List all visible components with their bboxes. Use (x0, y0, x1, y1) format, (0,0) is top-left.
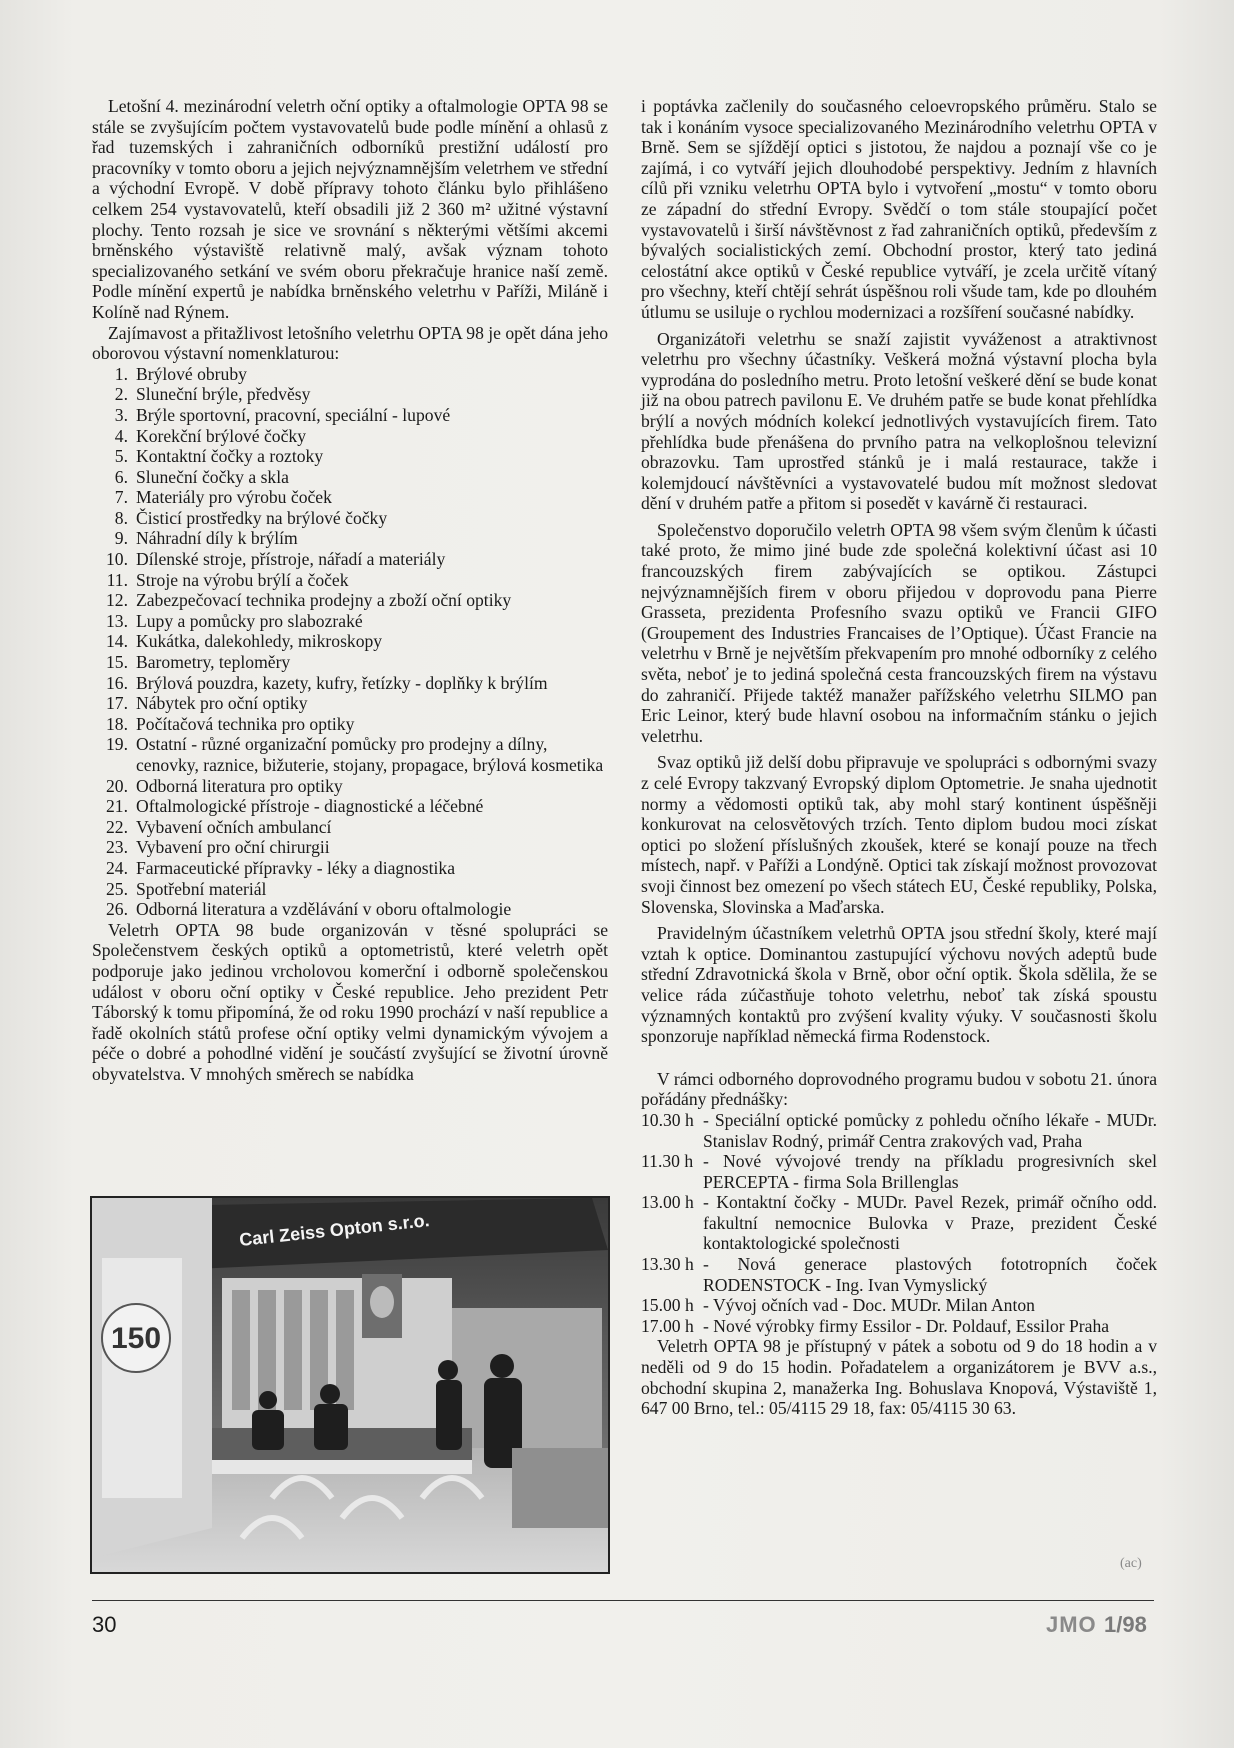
nomenclature-number: 6. (114, 466, 128, 487)
page-number: 30 (92, 1612, 117, 1637)
lecture-time: 15.00 h (641, 1295, 694, 1316)
nomenclature-text: Lupy a pomůcky pro slabozraké (136, 610, 363, 631)
lecture-time: 10.30 h (641, 1109, 694, 1130)
nomenclature-intro: Zajímavost a přitažlivost letošního veletrhu OPTA 98 je opět dána jeho oborovou výstavní nomenklaturou: (92, 322, 608, 364)
lecture-text: - Nové výrobky firmy Essilor - Dr. Poldauf, Essilor Praha (703, 1315, 1110, 1336)
lecture-text: - Nová generace plastových fototropních čoček RODENSTOCK - Ing. Ivan Vymyslický (703, 1254, 1157, 1295)
nomenclature-number: 14. (106, 631, 128, 652)
nomenclature-number: 20. (106, 775, 128, 796)
nomenclature-number: 10. (106, 549, 128, 570)
nomenclature-text: Spotřební materiál (136, 878, 267, 899)
lecture-item (641, 1151, 1157, 1192)
lecture-text: - Kontaktní čočky - MUDr. Pavel Rezek, primář očního odd. fakultní nemocnice Bulovka v Praze, prezident České kontaktologické společnosti (703, 1192, 1157, 1254)
nomenclature-number: 11. (106, 569, 128, 590)
nomenclature-item (92, 817, 608, 838)
nomenclature-item (92, 652, 608, 673)
lecture-time: 13.00 h (641, 1192, 694, 1213)
nomenclature-text: Barometry, teploměry (136, 652, 291, 673)
nomenclature-item (92, 508, 608, 529)
nomenclature-text: Vybavení očních ambulancí (136, 816, 332, 837)
nomenclature-number: 9. (114, 528, 128, 549)
nomenclature-item (92, 714, 608, 735)
nomenclature-text: Farmaceutické přípravky - léky a diagnostika (136, 857, 456, 878)
nomenclature-item (92, 549, 608, 570)
nomenclature-item (92, 487, 608, 508)
lecture-item (641, 1295, 1157, 1316)
nomenclature-text: Vybavení pro oční chirurgii (136, 837, 330, 858)
nomenclature-number: 26. (106, 899, 128, 920)
nomenclature-text: Čisticí prostředky na brýlové čočky (136, 507, 388, 528)
nomenclature-item (92, 364, 608, 385)
nomenclature-item (92, 528, 608, 549)
nomenclature-text: Počítačová technika pro optiky (136, 713, 355, 734)
left-column (92, 96, 608, 1085)
nomenclature-item (92, 899, 608, 920)
lecture-item (641, 1254, 1157, 1295)
photo-badge: 150 (110, 1322, 162, 1355)
nomenclature-text: Zabezpečovací technika prodejny a zboží oční optiky (136, 590, 512, 611)
nomenclature-number: 17. (106, 693, 128, 714)
nomenclature-number: 16. (106, 672, 128, 693)
lecture-text: - Speciální optické pomůcky z pohledu očního lékaře - MUDr. Stanislav Rodný, primář Centra zrakových vad, Praha (703, 1109, 1157, 1151)
booth-sign: Carl Zeiss Opton s.r.o. (238, 1210, 431, 1250)
paragraph-6: V rámci odborného doprovodného programu budou v sobotu 21. února pořádány přednášky: (641, 1068, 1157, 1110)
nomenclature-number: 18. (106, 713, 128, 734)
nomenclature-number: 15. (106, 652, 128, 673)
author-mark: (ac) (1120, 1556, 1142, 1571)
nomenclature-number: 3. (114, 404, 128, 425)
nomenclature-text: Materiály pro výrobu čoček (136, 487, 332, 508)
nomenclature-text: Brýlová pouzdra, kazety, kufry, řetízky - doplňky k brýlím (136, 672, 548, 693)
nomenclature-item (92, 570, 608, 591)
nomenclature-item (92, 879, 608, 900)
nomenclature-item (92, 446, 608, 467)
paragraph-2: Organizátoři veletrhu se snaží zajistit vyváženost a atraktivnost veletrhu pro všechny účastníky. Veškerá možná výstavní plocha byla vyprodána do posledního metru. Proto letošní veškeré dění se bude konat již na obou patrech pavilonu E. Ve druhém patře se bude konat přehlídka brýlí a nových módních kolekcí jednotlivých vystavujících firem. Tato přehlídka bude přenášena do prvního patra na velkoplošnou televizní obrazovku. Tam uprostřed stánků je i malá restaurace, takže i kolemjdoucí návštěvníci a vystavovatelé budou mít možnost sledovat dění v druhém patře a přitom si posedět v kavárně či restauraci. (641, 328, 1157, 514)
nomenclature-number: 1. (114, 363, 128, 384)
nomenclature-item (92, 384, 608, 405)
nomenclature-text: Sluneční brýle, předvěsy (136, 384, 311, 405)
nomenclature-text: Brýlové obruby (136, 363, 247, 384)
lecture-program (641, 1110, 1157, 1337)
nomenclature-number: 7. (114, 487, 128, 508)
nomenclature-text: Korekční brýlové čočky (136, 425, 307, 446)
cooperation-paragraph: Veletrh OPTA 98 bude organizován v těsné spolupráci se Společenstvem českých optiků a optometristů, které veletrh opět podporuje jako jedinou vrcholovou komerční i odborně společenskou událost v oboru oční optiky v České republice. Jeho prezident Petr Táborský k tomu připomíná, že od roku 1990 prochází v naší republice a řadě okolních států profese oční optiky velmi dynamickým vývojem a péče o dobré a pohodlné vidění je součástí zvyšující se životní úrovně obyvatelstva. V mnohých směrech se nabídka (92, 919, 608, 1084)
lecture-text: - Vývoj očních vad - Doc. MUDr. Milan Anton (703, 1295, 1035, 1316)
lecture-time: 13.30 h (641, 1254, 694, 1275)
nomenclature-text: Sluneční čočky a skla (136, 466, 289, 487)
intro-paragraph: Letošní 4. mezinárodní veletrh oční optiky a oftalmologie OPTA 98 se stále se zvyšujícím počtem vystavovatelů bude podle mínění a ohlasů z řad tuzemských i zahraničních odborníků prestižní událostí pro pracovníky v tomto oboru a jejich nejvýznamnějším veletrhem ve střední a východní Evropě. V době přípravy tohoto článku bylo přihlášeno celkem 254 vystavovatelů, kteří obsadili již 2 360 m² užitné výstavní plochy. Tento rozsah je sice ve srovnání s některými většími akcemi brněnského výstaviště relativně malý, avšak význam tohoto specializovaného setkání ve svém oboru překračuje hranice naší země. Podle mínění expertů je nabídka brněnského veletrhu v Paříži, Miláně i Kolíně nad Rýnem. (92, 96, 608, 322)
nomenclature-item (92, 734, 608, 775)
nomenclature-number: 4. (114, 425, 128, 446)
lecture-time: 11.30 h (641, 1151, 694, 1172)
nomenclature-item (92, 611, 608, 632)
lecture-item (641, 1110, 1157, 1151)
nomenclature-number: 19. (106, 734, 128, 755)
nomenclature-item (92, 631, 608, 652)
nomenclature-number: 25. (106, 878, 128, 899)
nomenclature-item (92, 467, 608, 488)
nomenclature-list (92, 364, 608, 920)
nomenclature-item (92, 673, 608, 694)
magazine-logo: JMO (1046, 1612, 1097, 1637)
paragraph-3: Společenstvo doporučilo veletrh OPTA 98 všem svým členům k účasti také proto, že mimo jiné bude zde společná kolektivní účast asi 10 francouzských firem zabývajících se optikou. Zástupci nejvýznamnějších firem v oboru přijedou v doprovodu pana Pierre Grasseta, prezidenta Profesního svazu optiků ve Francii GIFO (Groupement des Industries Francaises de l’Optique). Účast Francie na veletrhu v Brně je největším překvapením pro mnohé odborníky z celého světa, neboť je to jediná společná cesta francouzských firem na výstavu do zahraničí. Přijede taktéž manažer pařížského veletrhu SILMO pan Eric Leinor, který bude hlavní osobou na informačním stánku o jejich veletrhu. (641, 519, 1157, 746)
nomenclature-item (92, 693, 608, 714)
nomenclature-text: Nábytek pro oční optiky (136, 693, 308, 714)
nomenclature-number: 2. (114, 384, 128, 405)
nomenclature-text: Stroje na výrobu brýlí a čoček (136, 569, 349, 590)
lecture-text: - Nové vývojové trendy na příkladu progresivních skel PERCEPTA - firma Sola Brillenglas (703, 1151, 1157, 1192)
nomenclature-item (92, 796, 608, 817)
issue-number: 1/98 (1104, 1612, 1147, 1637)
lecture-time: 17.00 h (641, 1315, 694, 1336)
nomenclature-text: Brýle sportovní, pracovní, speciální - lupové (136, 404, 451, 425)
nomenclature-item (92, 590, 608, 611)
nomenclature-text: Oftalmologické přístroje - diagnostické a léčebné (136, 796, 484, 817)
nomenclature-text: Odborná literatura a vzdělávání v oboru oftalmologie (136, 899, 512, 920)
nomenclature-text: Ostatní - různé organizační pomůcky pro prodejny a dílny, cenovky, raznice, bižuterie, stojany, propagace, brýlová kosmetika (136, 734, 604, 775)
nomenclature-item (92, 776, 608, 797)
nomenclature-item (92, 405, 608, 426)
nomenclature-number: 24. (106, 857, 128, 878)
paragraph-4: Svaz optiků již delší dobu připravuje ve spolupráci s odbornými svazy z celé Evropy takzvaný Evropský diplom Optometrie. Je snaha ujednotit normy a vědomosti optiků tak, aby mohl starý kontinent úspěšněji konkurovat na celosvětových trzích. Tento diplom budou moci získat optici po složení příslušných zkoušek, které se konají pouze na třech místech, např. v Paříži a Londýně. Optici tak získají možnost provozovat svoji činnost bez omezení po všech státech EU, České republiky, Polska, Slovenska, Slovinska a Maďarska. (641, 752, 1157, 917)
nomenclature-text: Odborná literatura pro optiky (136, 775, 343, 796)
closing-paragraph: Veletrh OPTA 98 je přístupný v pátek a sobotu od 9 do 18 hodin a v neděli od 9 do 15 hodin. Pořadatelem a organizátorem je BVV a.s., obchodní skupina 2, manažerka Ing. Bohuslava Knopová, Výstaviště 1, 647 00 Brno, tel.: 05/4115 29 18, fax: 05/4115 30 63. (641, 1336, 1157, 1419)
nomenclature-number: 8. (114, 507, 128, 528)
nomenclature-number: 12. (106, 590, 128, 611)
right-column (641, 96, 1157, 1419)
paragraph-1: i poptávka začlenily do současného celoevropského průměru. Stalo se tak i konáním vysoce specializovaného Mezinárodního veletrhu OPTA v Brně. Sem se sjíždějí optici s jistotou, že najdou a poznají vše co je zajímá, i co vytváří jejich dlouhodobé perspektivy. Jedním z hlavních cílů při vzniku veletrhu OPTA bylo i vytvoření „mostu“ v tomto oboru ze západní do střední Evropy. Svědčí o tom stále stoupající počet vystavovatelů i širší návštěvnost z řad zahraničních optiků, především z bývalých socialistických zemí. Obchodní prostor, který tato jediná celostátní akce optiků v České republice vytváří, je zcela určitě vítaný pro všechny, kteří chtějí sehrát úspěšnou roli všude tam, kde po dlouhém útlumu se usiluje o rychlou modernizaci a rozšíření současné nabídky. (641, 96, 1157, 322)
nomenclature-item (92, 837, 608, 858)
nomenclature-item (92, 426, 608, 447)
photo-illustration (92, 1198, 608, 1572)
nomenclature-number: 5. (114, 446, 128, 467)
nomenclature-number: 23. (106, 837, 128, 858)
paragraph-5: Pravidelným účastníkem veletrhů OPTA jsou střední školy, které mají vztah k optice. Dominantou zastupující výchovu nových adeptů bude střední Zdravotnická škola v Brně, obor oční optik. Škola sdělila, že se velice ráda zúčastňuje tohoto veletrhu, neboť tak získá spoustu významných kontaktů pro zvýšení kvality výuky. V současnosti školu sponzoruje například německá firma Rodenstock. (641, 923, 1157, 1047)
nomenclature-text: Dílenské stroje, přístroje, nářadí a materiály (136, 549, 446, 570)
nomenclature-text: Kukátka, dalekohledy, mikroskopy (136, 631, 383, 652)
footer-divider (92, 1600, 1154, 1601)
nomenclature-text: Kontaktní čočky a roztoky (136, 446, 324, 467)
nomenclature-item (92, 858, 608, 879)
nomenclature-text: Náhradní díly k brýlím (136, 528, 298, 549)
nomenclature-number: 13. (106, 610, 128, 631)
exhibition-photo (90, 1196, 610, 1574)
nomenclature-number: 22. (106, 816, 128, 837)
nomenclature-number: 21. (106, 796, 128, 817)
lecture-item (641, 1316, 1157, 1337)
lecture-item (641, 1192, 1157, 1254)
